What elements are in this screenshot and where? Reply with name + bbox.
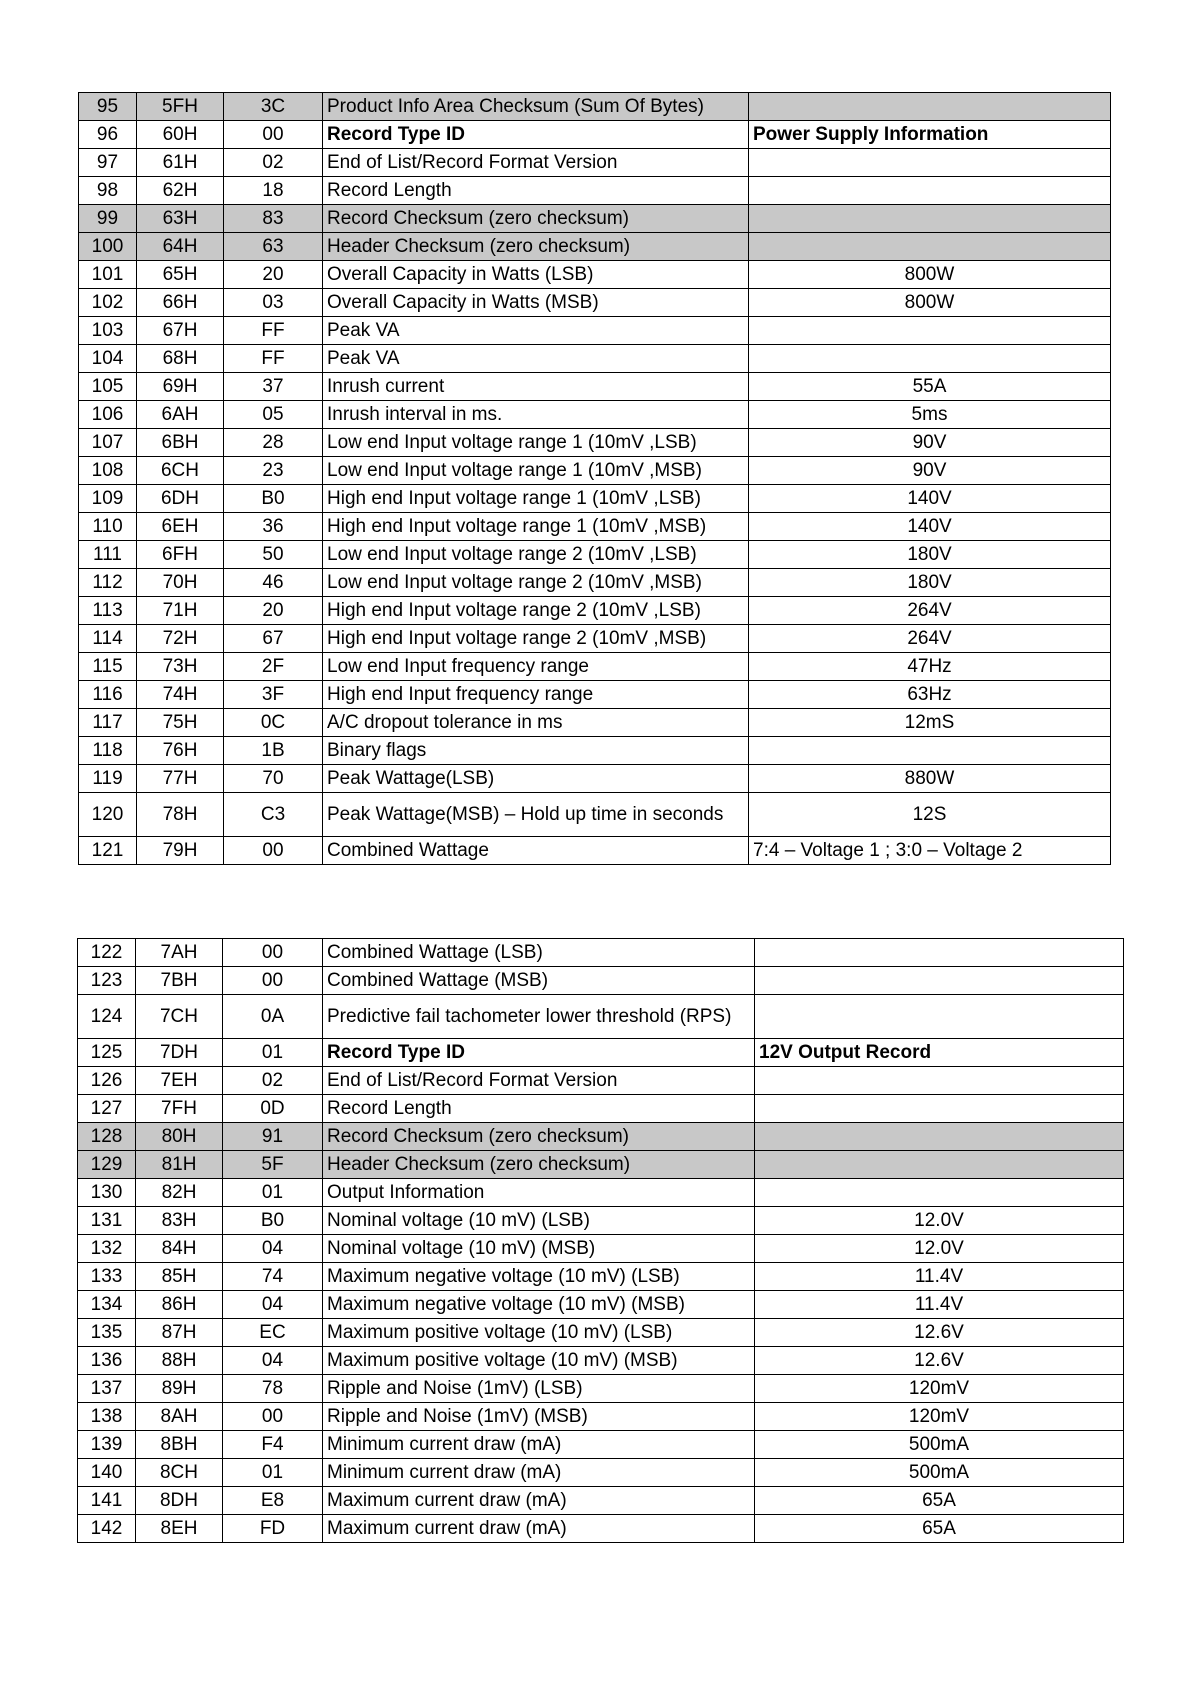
table-row [79, 569, 1111, 597]
byte-value-cell: 23 [224, 457, 323, 485]
offset-decimal-cell: 138 [78, 1403, 136, 1431]
field-value-cell: 12mS [749, 709, 1111, 737]
offset-decimal-cell: 107 [79, 429, 137, 457]
offset-hex-cell: 76H [137, 737, 224, 765]
table-row [78, 1207, 1124, 1235]
field-description-cell: Low end Input voltage range 1 (10mV ,MSB) [323, 457, 749, 485]
field-value-cell: Power Supply Information [749, 121, 1111, 149]
table-row [79, 373, 1111, 401]
field-value-cell: 65A [755, 1515, 1124, 1543]
field-value-cell [755, 995, 1124, 1039]
field-description-cell: Combined Wattage (MSB) [323, 967, 755, 995]
field-value-cell: 180V [749, 541, 1111, 569]
table-row [78, 1067, 1124, 1095]
field-description-cell: Peak VA [323, 317, 749, 345]
field-description-cell: Low end Input voltage range 2 (10mV ,MSB) [323, 569, 749, 597]
table-row [78, 1431, 1124, 1459]
table-row [79, 541, 1111, 569]
table-row [79, 513, 1111, 541]
field-value-cell [749, 317, 1111, 345]
table-row [79, 709, 1111, 737]
byte-value-cell: 02 [224, 149, 323, 177]
offset-hex-cell: 67H [137, 317, 224, 345]
offset-hex-cell: 71H [137, 597, 224, 625]
field-description-cell: Peak Wattage(LSB) [323, 765, 749, 793]
field-value-cell: 180V [749, 569, 1111, 597]
offset-hex-cell: 7BH [136, 967, 223, 995]
offset-hex-cell: 8BH [136, 1431, 223, 1459]
offset-decimal-cell: 114 [79, 625, 137, 653]
offset-decimal-cell: 132 [78, 1235, 136, 1263]
byte-value-cell: 3C [224, 93, 323, 121]
field-description-cell: Output Information [323, 1179, 755, 1207]
table-row [79, 289, 1111, 317]
field-value-cell: 12.6V [755, 1347, 1124, 1375]
field-value-cell: 12S [749, 793, 1111, 837]
byte-value-cell: 1B [224, 737, 323, 765]
field-value-cell: 264V [749, 625, 1111, 653]
offset-hex-cell: 61H [137, 149, 224, 177]
table-row [78, 1123, 1124, 1151]
field-value-cell: 12.6V [755, 1319, 1124, 1347]
field-value-cell [749, 233, 1111, 261]
offset-decimal-cell: 117 [79, 709, 137, 737]
offset-hex-cell: 7DH [136, 1039, 223, 1067]
offset-hex-cell: 88H [136, 1347, 223, 1375]
table-row [79, 457, 1111, 485]
field-value-cell: 65A [755, 1487, 1124, 1515]
field-description-cell: Header Checksum (zero checksum) [323, 233, 749, 261]
field-value-cell: 11.4V [755, 1291, 1124, 1319]
byte-value-cell: FF [224, 317, 323, 345]
field-description-cell: High end Input voltage range 2 (10mV ,MSB) [323, 625, 749, 653]
table-row [79, 401, 1111, 429]
field-value-cell: 140V [749, 485, 1111, 513]
field-description-cell: High end Input voltage range 2 (10mV ,LSB) [323, 597, 749, 625]
field-description-cell: Minimum current draw (mA) [323, 1431, 755, 1459]
offset-hex-cell: 6FH [137, 541, 224, 569]
field-value-cell: 500mA [755, 1459, 1124, 1487]
offset-decimal-cell: 99 [79, 205, 137, 233]
offset-hex-cell: 66H [137, 289, 224, 317]
offset-hex-cell: 7EH [136, 1067, 223, 1095]
offset-hex-cell: 77H [137, 765, 224, 793]
offset-hex-cell: 8AH [136, 1403, 223, 1431]
field-description-cell: A/C dropout tolerance in ms [323, 709, 749, 737]
table-row [78, 1459, 1124, 1487]
field-description-cell: Low end Input voltage range 2 (10mV ,LSB) [323, 541, 749, 569]
field-description-cell: Product Info Area Checksum (Sum Of Bytes) [323, 93, 749, 121]
table-row [79, 205, 1111, 233]
byte-value-cell: 20 [224, 261, 323, 289]
table-row [78, 1039, 1124, 1067]
field-value-cell: 11.4V [755, 1263, 1124, 1291]
table-row [79, 177, 1111, 205]
offset-hex-cell: 68H [137, 345, 224, 373]
field-value-cell: 5ms [749, 401, 1111, 429]
offset-hex-cell: 65H [137, 261, 224, 289]
offset-decimal-cell: 130 [78, 1179, 136, 1207]
field-description-cell: Nominal voltage (10 mV) (MSB) [323, 1235, 755, 1263]
byte-value-cell: 02 [223, 1067, 323, 1095]
offset-decimal-cell: 112 [79, 569, 137, 597]
byte-value-cell: 50 [224, 541, 323, 569]
field-value-cell: 500mA [755, 1431, 1124, 1459]
byte-value-cell: 01 [223, 1459, 323, 1487]
offset-decimal-cell: 139 [78, 1431, 136, 1459]
offset-decimal-cell: 141 [78, 1487, 136, 1515]
field-value-cell [755, 1151, 1124, 1179]
table-row [78, 967, 1124, 995]
field-description-cell: End of List/Record Format Version [323, 1067, 755, 1095]
byte-value-cell: 03 [224, 289, 323, 317]
offset-decimal-cell: 111 [79, 541, 137, 569]
byte-value-cell: 0A [223, 995, 323, 1039]
offset-decimal-cell: 113 [79, 597, 137, 625]
table-row [78, 939, 1124, 967]
offset-decimal-cell: 134 [78, 1291, 136, 1319]
offset-decimal-cell: 120 [79, 793, 137, 837]
field-description-cell: Minimum current draw (mA) [323, 1459, 755, 1487]
field-description-cell: Combined Wattage [323, 837, 749, 865]
table-row [78, 1235, 1124, 1263]
offset-hex-cell: 70H [137, 569, 224, 597]
byte-value-cell: 83 [224, 205, 323, 233]
table-row [78, 1347, 1124, 1375]
offset-hex-cell: 73H [137, 653, 224, 681]
field-description-cell: Record Checksum (zero checksum) [323, 1123, 755, 1151]
byte-value-cell: FF [224, 345, 323, 373]
offset-decimal-cell: 101 [79, 261, 137, 289]
table-row [78, 995, 1124, 1039]
offset-hex-cell: 82H [136, 1179, 223, 1207]
field-value-cell: 12.0V [755, 1235, 1124, 1263]
offset-hex-cell: 8DH [136, 1487, 223, 1515]
offset-decimal-cell: 108 [79, 457, 137, 485]
offset-decimal-cell: 123 [78, 967, 136, 995]
byte-value-cell: 00 [223, 1403, 323, 1431]
field-description-cell: Maximum current draw (mA) [323, 1515, 755, 1543]
field-description-cell: Ripple and Noise (1mV) (LSB) [323, 1375, 755, 1403]
field-description-cell: Low end Input frequency range [323, 653, 749, 681]
offset-hex-cell: 83H [136, 1207, 223, 1235]
byte-value-cell: 91 [223, 1123, 323, 1151]
offset-hex-cell: 72H [137, 625, 224, 653]
byte-value-cell: 18 [224, 177, 323, 205]
field-description-cell: Maximum current draw (mA) [323, 1487, 755, 1515]
byte-value-cell: F4 [223, 1431, 323, 1459]
field-description-cell: Inrush current [323, 373, 749, 401]
byte-value-cell: 74 [223, 1263, 323, 1291]
byte-value-cell: 00 [223, 939, 323, 967]
field-value-cell: 120mV [755, 1375, 1124, 1403]
table-row [79, 485, 1111, 513]
field-value-cell: 140V [749, 513, 1111, 541]
offset-hex-cell: 6CH [137, 457, 224, 485]
table-row [79, 149, 1111, 177]
offset-hex-cell: 74H [137, 681, 224, 709]
offset-decimal-cell: 125 [78, 1039, 136, 1067]
offset-hex-cell: 87H [136, 1319, 223, 1347]
byte-value-cell: 5F [223, 1151, 323, 1179]
offset-hex-cell: 79H [137, 837, 224, 865]
field-value-cell: 120mV [755, 1403, 1124, 1431]
field-description-cell: High end Input voltage range 1 (10mV ,MSB) [323, 513, 749, 541]
offset-hex-cell: 69H [137, 373, 224, 401]
byte-value-cell: B0 [223, 1207, 323, 1235]
psu-info-table-part2 [77, 938, 1124, 1543]
offset-hex-cell: 6EH [137, 513, 224, 541]
field-value-cell: 63Hz [749, 681, 1111, 709]
byte-value-cell: 00 [224, 837, 323, 865]
offset-decimal-cell: 119 [79, 765, 137, 793]
byte-value-cell: 01 [223, 1179, 323, 1207]
offset-hex-cell: 75H [137, 709, 224, 737]
byte-value-cell: 70 [224, 765, 323, 793]
field-description-cell: Overall Capacity in Watts (MSB) [323, 289, 749, 317]
offset-decimal-cell: 97 [79, 149, 137, 177]
offset-hex-cell: 5FH [137, 93, 224, 121]
offset-decimal-cell: 131 [78, 1207, 136, 1235]
field-value-cell [749, 345, 1111, 373]
offset-hex-cell: 89H [136, 1375, 223, 1403]
offset-decimal-cell: 121 [79, 837, 137, 865]
field-description-cell: Predictive fail tachometer lower threshold (RPS) [323, 995, 755, 1039]
psu-info-table-part1 [78, 92, 1111, 865]
table-row [78, 1375, 1124, 1403]
field-description-cell: End of List/Record Format Version [323, 149, 749, 177]
table-row [79, 765, 1111, 793]
field-value-cell [755, 1179, 1124, 1207]
field-description-cell: Nominal voltage (10 mV) (LSB) [323, 1207, 755, 1235]
table-row [79, 93, 1111, 121]
table-row [79, 317, 1111, 345]
byte-value-cell: 00 [223, 967, 323, 995]
field-description-cell: Overall Capacity in Watts (LSB) [323, 261, 749, 289]
byte-value-cell: 3F [224, 681, 323, 709]
field-description-cell: Record Type ID [323, 121, 749, 149]
table-row [78, 1151, 1124, 1179]
table-row [79, 625, 1111, 653]
offset-decimal-cell: 116 [79, 681, 137, 709]
field-value-cell: 12V Output Record [755, 1039, 1124, 1067]
byte-value-cell: E8 [223, 1487, 323, 1515]
table-row [79, 653, 1111, 681]
byte-value-cell: 28 [224, 429, 323, 457]
field-description-cell: High end Input frequency range [323, 681, 749, 709]
offset-hex-cell: 6AH [137, 401, 224, 429]
field-value-cell [749, 177, 1111, 205]
byte-value-cell: 67 [224, 625, 323, 653]
field-description-cell: Header Checksum (zero checksum) [323, 1151, 755, 1179]
offset-hex-cell: 60H [137, 121, 224, 149]
byte-value-cell: 63 [224, 233, 323, 261]
offset-decimal-cell: 109 [79, 485, 137, 513]
offset-decimal-cell: 126 [78, 1067, 136, 1095]
table-row [79, 261, 1111, 289]
offset-hex-cell: 7FH [136, 1095, 223, 1123]
field-description-cell: Combined Wattage (LSB) [323, 939, 755, 967]
byte-value-cell: FD [223, 1515, 323, 1543]
offset-hex-cell: 80H [136, 1123, 223, 1151]
field-description-cell: Maximum positive voltage (10 mV) (MSB) [323, 1347, 755, 1375]
byte-value-cell: 78 [223, 1375, 323, 1403]
offset-hex-cell: 6BH [137, 429, 224, 457]
offset-decimal-cell: 104 [79, 345, 137, 373]
field-value-cell [749, 737, 1111, 765]
table-row [78, 1515, 1124, 1543]
field-description-cell: Maximum positive voltage (10 mV) (LSB) [323, 1319, 755, 1347]
table-row [79, 429, 1111, 457]
field-value-cell [755, 1123, 1124, 1151]
byte-value-cell: B0 [224, 485, 323, 513]
offset-decimal-cell: 106 [79, 401, 137, 429]
offset-decimal-cell: 105 [79, 373, 137, 401]
byte-value-cell: 04 [223, 1347, 323, 1375]
field-value-cell: 90V [749, 429, 1111, 457]
table-row [79, 597, 1111, 625]
byte-value-cell: 20 [224, 597, 323, 625]
offset-decimal-cell: 127 [78, 1095, 136, 1123]
byte-value-cell: 01 [223, 1039, 323, 1067]
field-description-cell: Record Length [323, 177, 749, 205]
field-description-cell: Ripple and Noise (1mV) (MSB) [323, 1403, 755, 1431]
byte-value-cell: 04 [223, 1291, 323, 1319]
table-row [78, 1319, 1124, 1347]
offset-hex-cell: 64H [137, 233, 224, 261]
table-row [79, 837, 1111, 865]
offset-hex-cell: 7AH [136, 939, 223, 967]
table-row [78, 1291, 1124, 1319]
offset-hex-cell: 62H [137, 177, 224, 205]
table-row [78, 1403, 1124, 1431]
offset-decimal-cell: 95 [79, 93, 137, 121]
field-value-cell [755, 1095, 1124, 1123]
field-value-cell: 90V [749, 457, 1111, 485]
field-description-cell: Low end Input voltage range 1 (10mV ,LSB) [323, 429, 749, 457]
field-value-cell: 264V [749, 597, 1111, 625]
offset-hex-cell: 85H [136, 1263, 223, 1291]
offset-decimal-cell: 140 [78, 1459, 136, 1487]
field-description-cell: Record Length [323, 1095, 755, 1123]
field-value-cell: 800W [749, 289, 1111, 317]
offset-decimal-cell: 128 [78, 1123, 136, 1151]
offset-decimal-cell: 136 [78, 1347, 136, 1375]
offset-hex-cell: 81H [136, 1151, 223, 1179]
table-row [79, 793, 1111, 837]
offset-hex-cell: 63H [137, 205, 224, 233]
byte-value-cell: 05 [224, 401, 323, 429]
table-row [78, 1179, 1124, 1207]
field-value-cell: 800W [749, 261, 1111, 289]
offset-decimal-cell: 115 [79, 653, 137, 681]
field-value-cell [755, 939, 1124, 967]
offset-decimal-cell: 142 [78, 1515, 136, 1543]
offset-hex-cell: 84H [136, 1235, 223, 1263]
field-description-cell: Peak Wattage(MSB) – Hold up time in seconds [323, 793, 749, 837]
offset-decimal-cell: 124 [78, 995, 136, 1039]
field-value-cell [749, 93, 1111, 121]
table-row [78, 1263, 1124, 1291]
field-value-cell [749, 205, 1111, 233]
field-value-cell: 47Hz [749, 653, 1111, 681]
field-description-cell: Record Type ID [323, 1039, 755, 1067]
offset-decimal-cell: 102 [79, 289, 137, 317]
offset-decimal-cell: 129 [78, 1151, 136, 1179]
offset-decimal-cell: 135 [78, 1319, 136, 1347]
offset-decimal-cell: 103 [79, 317, 137, 345]
field-description-cell: High end Input voltage range 1 (10mV ,LSB) [323, 485, 749, 513]
offset-decimal-cell: 98 [79, 177, 137, 205]
field-value-cell: 7:4 – Voltage 1 ; 3:0 – Voltage 2 [749, 837, 1111, 865]
field-value-cell [755, 967, 1124, 995]
offset-decimal-cell: 122 [78, 939, 136, 967]
table-row [79, 233, 1111, 261]
field-value-cell [749, 149, 1111, 177]
offset-hex-cell: 8EH [136, 1515, 223, 1543]
table-row [79, 737, 1111, 765]
field-description-cell: Peak VA [323, 345, 749, 373]
offset-hex-cell: 7CH [136, 995, 223, 1039]
byte-value-cell: 0D [223, 1095, 323, 1123]
byte-value-cell: 36 [224, 513, 323, 541]
offset-hex-cell: 86H [136, 1291, 223, 1319]
field-description-cell: Inrush interval in ms. [323, 401, 749, 429]
byte-value-cell: EC [223, 1319, 323, 1347]
field-description-cell: Maximum negative voltage (10 mV) (LSB) [323, 1263, 755, 1291]
offset-decimal-cell: 100 [79, 233, 137, 261]
field-description-cell: Record Checksum (zero checksum) [323, 205, 749, 233]
byte-value-cell: 00 [224, 121, 323, 149]
offset-decimal-cell: 137 [78, 1375, 136, 1403]
table-row [79, 345, 1111, 373]
offset-hex-cell: 78H [137, 793, 224, 837]
table-row [78, 1095, 1124, 1123]
table-row [78, 1487, 1124, 1515]
byte-value-cell: 2F [224, 653, 323, 681]
table-row [79, 121, 1111, 149]
offset-decimal-cell: 110 [79, 513, 137, 541]
field-description-cell: Maximum negative voltage (10 mV) (MSB) [323, 1291, 755, 1319]
field-value-cell: 880W [749, 765, 1111, 793]
byte-value-cell: 46 [224, 569, 323, 597]
byte-value-cell: 04 [223, 1235, 323, 1263]
field-description-cell: Binary flags [323, 737, 749, 765]
table-row [79, 681, 1111, 709]
offset-decimal-cell: 118 [79, 737, 137, 765]
offset-hex-cell: 6DH [137, 485, 224, 513]
byte-value-cell: 37 [224, 373, 323, 401]
byte-value-cell: 0C [224, 709, 323, 737]
offset-decimal-cell: 133 [78, 1263, 136, 1291]
field-value-cell [755, 1067, 1124, 1095]
offset-hex-cell: 8CH [136, 1459, 223, 1487]
byte-value-cell: C3 [224, 793, 323, 837]
field-value-cell: 55A [749, 373, 1111, 401]
offset-decimal-cell: 96 [79, 121, 137, 149]
field-value-cell: 12.0V [755, 1207, 1124, 1235]
